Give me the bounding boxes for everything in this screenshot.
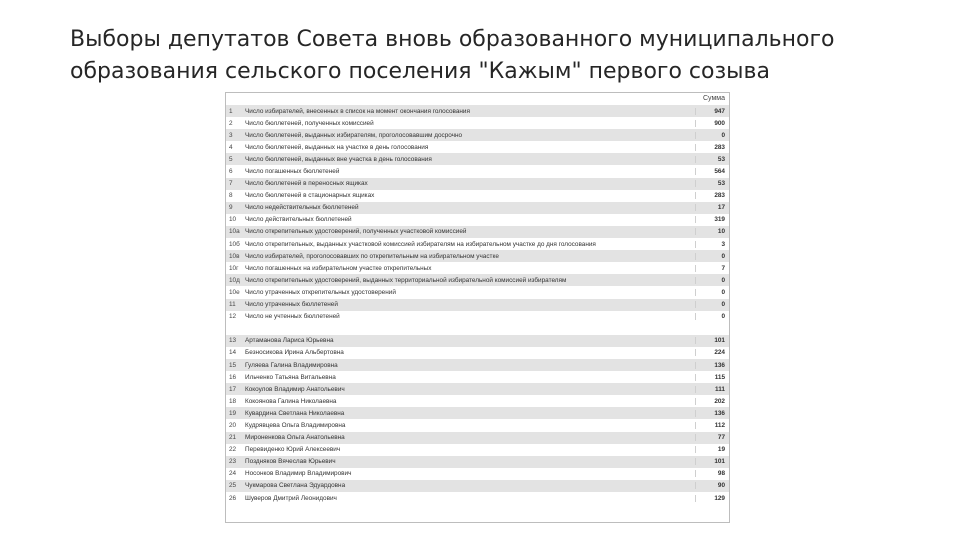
table-row <box>226 129 729 141</box>
table-row <box>226 347 729 359</box>
row-label: Носонков Владимир Владимирович <box>245 470 352 478</box>
row-number: 19 <box>229 409 237 417</box>
table-row <box>226 214 729 226</box>
row-value: 3 <box>695 241 729 248</box>
table-row <box>226 432 729 444</box>
row-number: 5 <box>229 155 233 163</box>
row-number: 23 <box>229 458 237 466</box>
row-number: 21 <box>229 434 237 442</box>
row-number: 2 <box>229 119 233 127</box>
row-number: 10а <box>229 228 240 236</box>
row-number: 20 <box>229 421 237 429</box>
row-number: 7 <box>229 180 233 188</box>
table-header <box>226 93 729 105</box>
row-value: 111 <box>695 386 729 393</box>
row-label: Кувардина Светлана Николаевна <box>245 409 345 417</box>
table-row <box>226 190 729 202</box>
row-label: Число бюллетеней в переносных ящиках <box>245 180 368 188</box>
row-label: Число погашенных на избирательном участке открепительных <box>245 264 432 272</box>
row-number: 3 <box>229 131 233 139</box>
row-label: Число открепительных, выданных участковой комиссией избирателям на избирательном участке до дня голосования <box>245 240 596 248</box>
candidate-rows <box>226 335 729 504</box>
row-value: 0 <box>695 301 729 308</box>
row-value: 101 <box>695 458 729 465</box>
row-number: 25 <box>229 482 237 490</box>
results-table <box>225 92 730 523</box>
row-label: Гуляева Галина Владимировна <box>245 361 338 369</box>
row-value: 115 <box>695 374 729 381</box>
slide-title-line-1: Выборы депутатов Совета вновь образованного муниципального <box>70 27 835 52</box>
row-label: Шуверов Дмитрий Леонидович <box>245 494 337 502</box>
row-value: 0 <box>695 253 729 260</box>
table-row <box>226 371 729 383</box>
table-row <box>226 395 729 407</box>
table-row <box>226 250 729 262</box>
row-number: 14 <box>229 349 237 357</box>
row-label: Безносикова Ирина Альбертовна <box>245 349 344 357</box>
sum-column-header: Сумма <box>703 95 725 102</box>
row-number: 10г <box>229 264 239 272</box>
row-label: Число избирателей, проголосовавших по открепительным на избирательном участке <box>245 252 499 260</box>
table-row <box>226 407 729 419</box>
row-value: 90 <box>695 482 729 489</box>
row-value: 0 <box>695 289 729 296</box>
row-value: 900 <box>695 120 729 127</box>
row-number: 9 <box>229 204 233 212</box>
row-number: 11 <box>229 301 236 309</box>
row-number: 8 <box>229 192 233 200</box>
row-value: 10 <box>695 228 729 235</box>
row-label: Кокоянова Галина Николаевна <box>245 397 337 405</box>
row-number: 10е <box>229 288 240 296</box>
table-row <box>226 286 729 298</box>
row-number: 17 <box>229 385 237 393</box>
table-row <box>226 274 729 286</box>
table-row <box>226 117 729 129</box>
row-label: Число утраченных бюллетеней <box>245 301 338 309</box>
row-label: Число бюллетеней в стационарных ящиках <box>245 192 375 200</box>
table-row <box>226 141 729 153</box>
table-row <box>226 456 729 468</box>
row-value: 0 <box>695 313 729 320</box>
row-number: 24 <box>229 470 237 478</box>
table-row <box>226 383 729 395</box>
row-label: Кокоулов Владимир Анатольевич <box>245 385 345 393</box>
row-label: Перевиденко Юрий Алексеевич <box>245 446 341 454</box>
table-row <box>226 153 729 165</box>
table-row <box>226 226 729 238</box>
row-number: 10 <box>229 216 237 224</box>
slide-title-line-2: образования сельского поселения "Кажым" первого созыва <box>70 59 770 84</box>
row-value: 224 <box>695 349 729 356</box>
slide-title <box>70 24 930 88</box>
table-row <box>226 262 729 274</box>
table-row <box>226 444 729 456</box>
row-number: 15 <box>229 361 237 369</box>
row-value: 202 <box>695 398 729 405</box>
row-value: 283 <box>695 192 729 199</box>
row-value: 53 <box>695 180 729 187</box>
row-label: Число не учтенных бюллетеней <box>245 313 340 321</box>
row-value: 101 <box>695 337 729 344</box>
table-row <box>226 165 729 177</box>
row-label: Число открепительных удостоверений, выданных территориальной избирательной комиссией избирателям <box>245 276 567 284</box>
row-label: Чукмарова Светлана Эдуардовна <box>245 482 346 490</box>
table-row <box>226 105 729 117</box>
row-label: Число избирателей, внесенных в список на момент окончания голосования <box>245 107 470 115</box>
blank-separator-row <box>226 323 729 335</box>
row-value: 947 <box>695 108 729 115</box>
stat-rows <box>226 105 729 323</box>
row-label: Число открепительных удостоверений, полученных участковой комиссией <box>245 228 467 236</box>
row-value: 17 <box>695 204 729 211</box>
table-row <box>226 238 729 250</box>
row-value: 136 <box>695 362 729 369</box>
table-row <box>226 359 729 371</box>
row-label: Число бюллетеней, выданных вне участка в день голосования <box>245 155 432 163</box>
row-number: 26 <box>229 494 237 502</box>
row-number: 10в <box>229 252 240 260</box>
row-value: 564 <box>695 168 729 175</box>
row-number: 1 <box>229 107 233 115</box>
row-value: 112 <box>695 422 729 429</box>
row-value: 129 <box>695 495 729 502</box>
table-row <box>226 419 729 431</box>
row-label: Число утраченных открепительных удостоверений <box>245 288 396 296</box>
row-value: 0 <box>695 277 729 284</box>
row-value: 136 <box>695 410 729 417</box>
row-number: 22 <box>229 446 237 454</box>
row-value: 0 <box>695 132 729 139</box>
row-label: Поздняков Вячеслав Юрьевич <box>245 458 336 466</box>
row-value: 19 <box>695 446 729 453</box>
row-label: Ильченко Татьяна Витальевна <box>245 373 336 381</box>
table-row <box>226 299 729 311</box>
row-label: Число погашенных бюллетеней <box>245 168 340 176</box>
row-label: Число бюллетеней, выданных на участке в день голосования <box>245 143 429 151</box>
row-value: 98 <box>695 470 729 477</box>
table-row <box>226 202 729 214</box>
row-label: Число действительных бюллетеней <box>245 216 352 224</box>
row-number: 10б <box>229 240 240 248</box>
row-number: 18 <box>229 397 237 405</box>
row-number: 12 <box>229 313 237 321</box>
row-number: 13 <box>229 337 237 345</box>
table-row <box>226 178 729 190</box>
row-value: 283 <box>695 144 729 151</box>
row-number: 6 <box>229 168 233 176</box>
row-value: 77 <box>695 434 729 441</box>
row-label: Мироненкова Ольга Анатольевна <box>245 434 345 442</box>
row-value: 319 <box>695 216 729 223</box>
row-number: 10д <box>229 276 240 284</box>
table-row <box>226 480 729 492</box>
row-label: Артаманова Лариса Юрьевна <box>245 337 334 345</box>
row-label: Число бюллетеней, полученных комиссией <box>245 119 374 127</box>
row-label: Кудрявцева Ольга Владимировна <box>245 421 346 429</box>
row-number: 4 <box>229 143 233 151</box>
table-row <box>226 492 729 504</box>
table-row <box>226 311 729 323</box>
row-label: Число недействительных бюллетеней <box>245 204 359 212</box>
row-value: 7 <box>695 265 729 272</box>
table-row <box>226 335 729 347</box>
table-row <box>226 468 729 480</box>
row-number: 16 <box>229 373 237 381</box>
row-label: Число бюллетеней, выданных избирателям, проголосовавшим досрочно <box>245 131 463 139</box>
row-value: 53 <box>695 156 729 163</box>
